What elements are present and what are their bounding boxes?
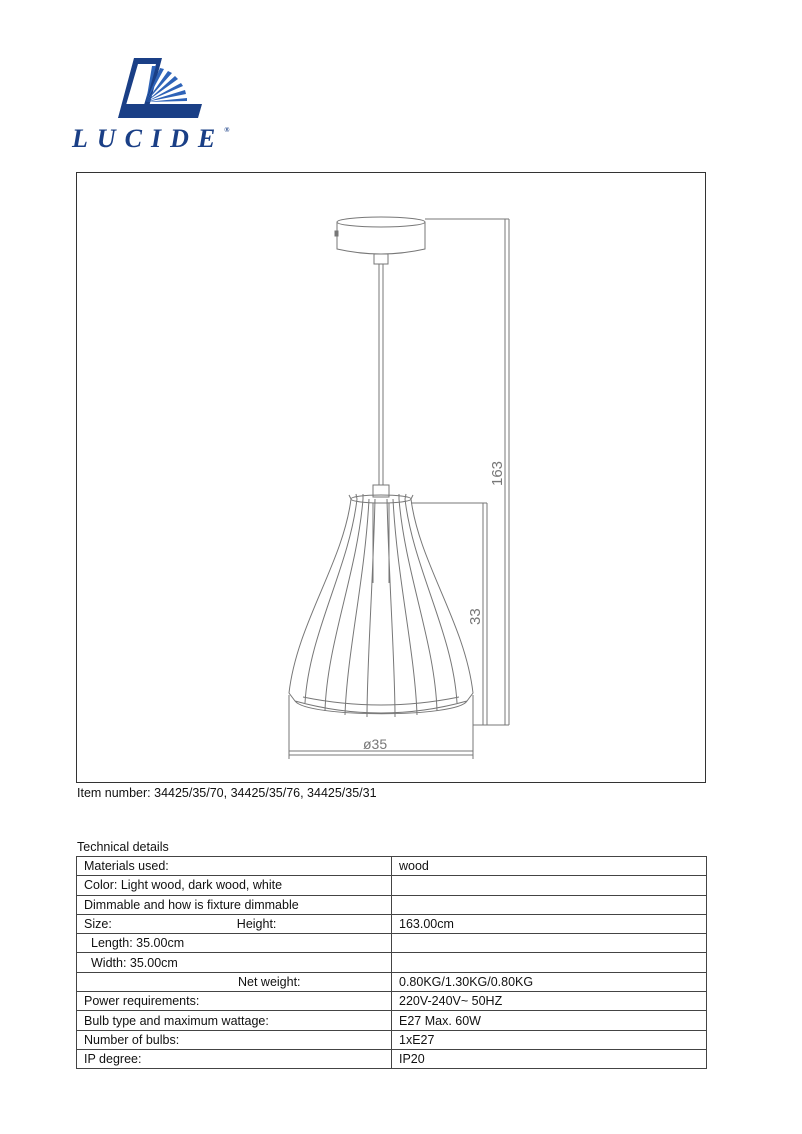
row-label: Power requirements:: [77, 992, 392, 1011]
brand-logo: [72, 50, 232, 160]
shade-height-dimension-label: 33: [467, 608, 484, 625]
row-value: [392, 876, 707, 895]
technical-details-title: Technical details: [77, 840, 169, 854]
row-label: Net weight:: [77, 972, 392, 991]
diameter-dimension-label: ø35: [363, 736, 388, 752]
item-number-label: Item number:: [77, 786, 151, 800]
row-label: Number of bulbs:: [77, 1030, 392, 1049]
pendant-lamp-drawing: [77, 173, 705, 782]
row-value: 0.80KG/1.30KG/0.80KG: [392, 972, 707, 991]
row-value: [392, 895, 707, 914]
table-row: [77, 934, 707, 953]
row-label: [77, 914, 392, 933]
row-value: wood: [392, 857, 707, 876]
table-row: [77, 972, 707, 991]
size-label: Size:: [84, 917, 112, 932]
row-value: 220V-240V~ 50HZ: [392, 992, 707, 1011]
row-label: IP degree:: [77, 1049, 392, 1068]
table-row: [77, 953, 707, 972]
row-label: Materials used:: [77, 857, 392, 876]
row-label: Dimmable and how is fixture dimmable: [77, 895, 392, 914]
row-value: [392, 953, 707, 972]
table-row: [77, 914, 707, 933]
technical-drawing: [76, 172, 706, 783]
row-value: 163.00cm: [392, 914, 707, 933]
item-number: [77, 786, 377, 800]
lucide-logo-mark-icon: [116, 56, 216, 122]
row-label: Bulb type and maximum wattage:: [77, 1011, 392, 1030]
row-value: IP20: [392, 1049, 707, 1068]
height-dimension-label: 163: [489, 460, 506, 486]
table-row: [77, 857, 707, 876]
item-number-values: 34425/35/70, 34425/35/76, 34425/35/31: [154, 786, 377, 800]
brand-wordmark: LUCIDE®: [72, 124, 230, 153]
row-label: Length: 35.00cm: [77, 934, 392, 953]
row-label: Width: 35.00cm: [77, 953, 392, 972]
row-value: [392, 934, 707, 953]
table-row: [77, 895, 707, 914]
row-label: Color: Light wood, dark wood, white: [77, 876, 392, 895]
table-row: [77, 1049, 707, 1068]
table-row: [77, 1030, 707, 1049]
table-row: [77, 876, 707, 895]
technical-details-table: [76, 856, 707, 1069]
height-label: Height:: [236, 917, 277, 932]
table-row: [77, 992, 707, 1011]
table-row: [77, 1011, 707, 1030]
row-value: 1xE27: [392, 1030, 707, 1049]
row-value: E27 Max. 60W: [392, 1011, 707, 1030]
